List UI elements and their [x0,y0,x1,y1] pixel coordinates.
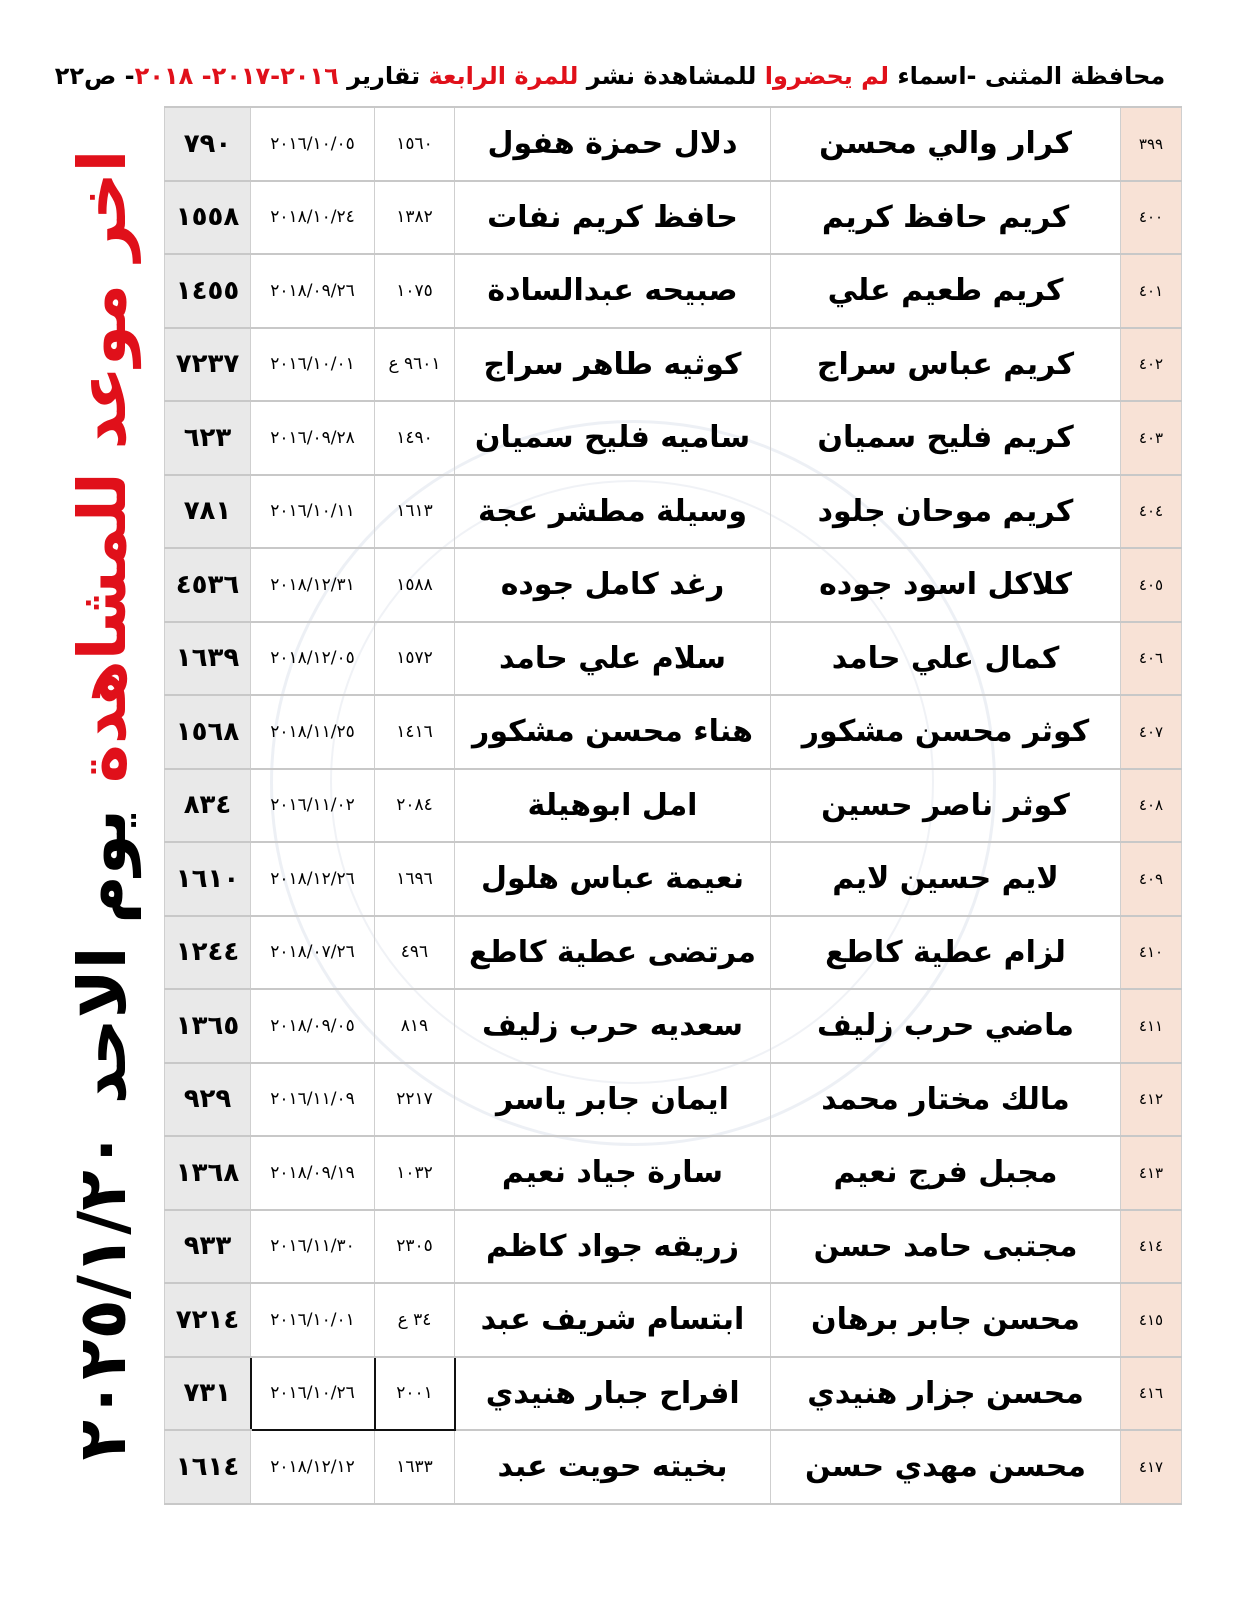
header-governorate: محافظة المثنى -اسماء [889,62,1166,90]
partner-name-cell: كوثيه طاهر سراج [455,328,771,402]
code-cell: ١٤١٦ [375,695,455,769]
partner-name-cell: امل ابوهيلة [455,769,771,843]
table-row [165,254,1182,328]
date-cell: ٢٠١٦/١٠/١١ [251,475,375,549]
sequence-cell: ٤١٠ [1121,916,1182,990]
table-row [165,1430,1182,1504]
table-row [165,916,1182,990]
amount-cell: ١٤٥٥ [165,254,251,328]
header-absent: لم يحضروا [764,62,889,90]
table-row [165,769,1182,843]
name-cell: كريم طعيم علي [771,254,1121,328]
code-cell: ١٥٨٨ [375,548,455,622]
table-row [165,1210,1182,1284]
table-row [165,475,1182,549]
partner-name-cell: ايمان جابر ياسر [455,1063,771,1137]
name-cell: كريم عباس سراج [771,328,1121,402]
date-cell: ٢٠١٨/١٢/٠٥ [251,622,375,696]
table-row [165,548,1182,622]
date-cell: ٢٠١٨/١١/٢٥ [251,695,375,769]
sequence-cell: ٤٠٩ [1121,842,1182,916]
amount-cell: ٧٢٣٧ [165,328,251,402]
partner-name-cell: حافظ كريم نفات [455,181,771,255]
name-cell: كريم موحان جلود [771,475,1121,549]
page-header [40,62,1180,102]
code-cell: ٩٦٠١ ع [375,328,455,402]
amount-cell: ٤٥٣٦ [165,548,251,622]
sequence-cell: ٤٠٠ [1121,181,1182,255]
date-cell: ٢٠١٨/١٢/١٢ [251,1430,375,1504]
partner-name-cell: زريقه جواد كاظم [455,1210,771,1284]
partner-name-cell: نعيمة عباس هلول [455,842,771,916]
partner-name-cell: وسيلة مطشر عجة [455,475,771,549]
header-years: ٢٠١٦-٢٠١٧- ٢٠١٨ [134,62,339,90]
table-row [165,695,1182,769]
date-cell: ٢٠١٨/٠٩/٠٥ [251,989,375,1063]
sequence-cell: ٤٠٢ [1121,328,1182,402]
sequence-cell: ٤٠٣ [1121,401,1182,475]
sequence-cell: ٤٠٦ [1121,622,1182,696]
partner-name-cell: مرتضى عطية كاطع [455,916,771,990]
code-cell: ١٣٨٢ [375,181,455,255]
name-cell: ماضي حرب زليف [771,989,1121,1063]
sequence-cell: ٤١٣ [1121,1136,1182,1210]
code-cell: ١٠٧٥ [375,254,455,328]
sequence-cell: ٤٠٥ [1121,548,1182,622]
amount-cell: ٩٢٩ [165,1063,251,1137]
name-cell: كريم فليح سميان [771,401,1121,475]
amount-cell: ١٥٦٨ [165,695,251,769]
table-row [165,107,1182,181]
date-cell: ٢٠١٦/١١/٠٩ [251,1063,375,1137]
amount-cell: ١٥٥٨ [165,181,251,255]
code-cell: ١٥٧٢ [375,622,455,696]
deadline-banner [52,149,152,1461]
code-cell: ٢٣٠٥ [375,1210,455,1284]
code-cell: ١٠٣٢ [375,1136,455,1210]
table-row [165,622,1182,696]
date-cell: ٢٠١٨/٠٩/٢٦ [251,254,375,328]
code-cell: ١٦٩٦ [375,842,455,916]
name-cell: كلاكل اسود جوده [771,548,1121,622]
date-cell: ٢٠١٦/١٠/٢٦ [251,1357,375,1431]
sequence-cell: ٤٠٧ [1121,695,1182,769]
name-cell: لايم حسين لايم [771,842,1121,916]
date-cell: ٢٠١٦/١٠/٠١ [251,1283,375,1357]
deadline-day: يوم الاحد [63,809,141,1105]
name-cell: كوثر ناصر حسين [771,769,1121,843]
sequence-cell: ٤٠٨ [1121,769,1182,843]
name-cell: مالك مختار محمد [771,1063,1121,1137]
amount-cell: ١٦٣٩ [165,622,251,696]
code-cell: ٤٩٦ [375,916,455,990]
date-cell: ٢٠١٨/١٠/٢٤ [251,181,375,255]
amount-cell: ٧٣١ [165,1357,251,1431]
date-cell: ٢٠١٦/١٠/٠٥ [251,107,375,181]
partner-name-cell: ساميه فليح سميان [455,401,771,475]
code-cell: ١٥٦٠ [375,107,455,181]
sequence-cell: ٤١٥ [1121,1283,1182,1357]
partner-name-cell: بخيته حويت عبد [455,1430,771,1504]
table-row [165,401,1182,475]
name-cell: لزام عطية كاطع [771,916,1121,990]
name-cell: مجتبى حامد حسن [771,1210,1121,1284]
date-cell: ٢٠١٨/٠٩/١٩ [251,1136,375,1210]
sequence-cell: ٤٠٤ [1121,475,1182,549]
sequence-cell: ٤٠١ [1121,254,1182,328]
partner-name-cell: ابتسام شريف عبد [455,1283,771,1357]
amount-cell: ٧٢١٤ [165,1283,251,1357]
name-cell: كرار والي محسن [771,107,1121,181]
amount-cell: ٧٨١ [165,475,251,549]
amount-cell: ١٣٦٨ [165,1136,251,1210]
header-fourth-time: للمرة الرابعة [428,62,579,90]
deadline-date: ٢٠٢٥/١/٢٠ [63,1130,141,1461]
amount-cell: ٧٩٠ [165,107,251,181]
name-cell: محسن مهدي حسن [771,1430,1121,1504]
partner-name-cell: افراح جبار هنيدي [455,1357,771,1431]
name-cell: محسن جزار هنيدي [771,1357,1121,1431]
name-cell: مجبل فرج نعيم [771,1136,1121,1210]
sequence-cell: ٤١٦ [1121,1357,1182,1431]
code-cell: ٢٠٨٤ [375,769,455,843]
partner-name-cell: هناء محسن مشكور [455,695,771,769]
table-row [165,1136,1182,1210]
table-row [165,989,1182,1063]
partner-name-cell: سعديه حرب زليف [455,989,771,1063]
amount-cell: ١٢٤٤ [165,916,251,990]
date-cell: ٢٠١٦/١٠/٠١ [251,328,375,402]
sequence-cell: ٣٩٩ [1121,107,1182,181]
name-cell: كوثر محسن مشكور [771,695,1121,769]
amount-cell: ١٣٦٥ [165,989,251,1063]
date-cell: ٢٠١٦/١١/٠٢ [251,769,375,843]
header-reports: تقارير [338,62,429,90]
amount-cell: ١٦١٠ [165,842,251,916]
partner-name-cell: سارة جياد نعيم [455,1136,771,1210]
partner-name-cell: رغد كامل جوده [455,548,771,622]
name-cell: كمال علي حامد [771,622,1121,696]
amount-cell: ١٦١٤ [165,1430,251,1504]
sequence-cell: ٤١٧ [1121,1430,1182,1504]
date-cell: ٢٠١٨/١٢/٢٦ [251,842,375,916]
sequence-cell: ٤١٤ [1121,1210,1182,1284]
partner-name-cell: صبيحه عبدالسادة [455,254,771,328]
code-cell: ٢٠٠١ [375,1357,455,1431]
table-row [165,842,1182,916]
sequence-cell: ٤١٢ [1121,1063,1182,1137]
code-cell: ٣٤ ع [375,1283,455,1357]
code-cell: ٢٢١٧ [375,1063,455,1137]
deadline-title: اخر موعد للمشاهدة [63,149,141,784]
amount-cell: ٨٣٤ [165,769,251,843]
amount-cell: ٩٣٣ [165,1210,251,1284]
name-cell: كريم حافظ كريم [771,181,1121,255]
partner-name-cell: دلال حمزة هفول [455,107,771,181]
code-cell: ١٦١٣ [375,475,455,549]
partner-name-cell: سلام علي حامد [455,622,771,696]
amount-cell: ٦٢٣ [165,401,251,475]
table-row [165,328,1182,402]
date-cell: ٢٠١٨/١٢/٣١ [251,548,375,622]
name-cell: محسن جابر برهان [771,1283,1121,1357]
names-table [164,106,1182,1505]
table-row [165,1063,1182,1137]
code-cell: ٨١٩ [375,989,455,1063]
code-cell: ١٤٩٠ [375,401,455,475]
date-cell: ٢٠١٦/١١/٣٠ [251,1210,375,1284]
sequence-cell: ٤١١ [1121,989,1182,1063]
table-row [165,181,1182,255]
table-row [165,1357,1182,1431]
date-cell: ٢٠١٦/٠٩/٢٨ [251,401,375,475]
date-cell: ٢٠١٨/٠٧/٢٦ [251,916,375,990]
table-row [165,1283,1182,1357]
header-page: - ص٢٢ [54,62,135,90]
code-cell: ١٦٣٣ [375,1430,455,1504]
header-viewing: للمشاهدة نشر [578,62,765,90]
